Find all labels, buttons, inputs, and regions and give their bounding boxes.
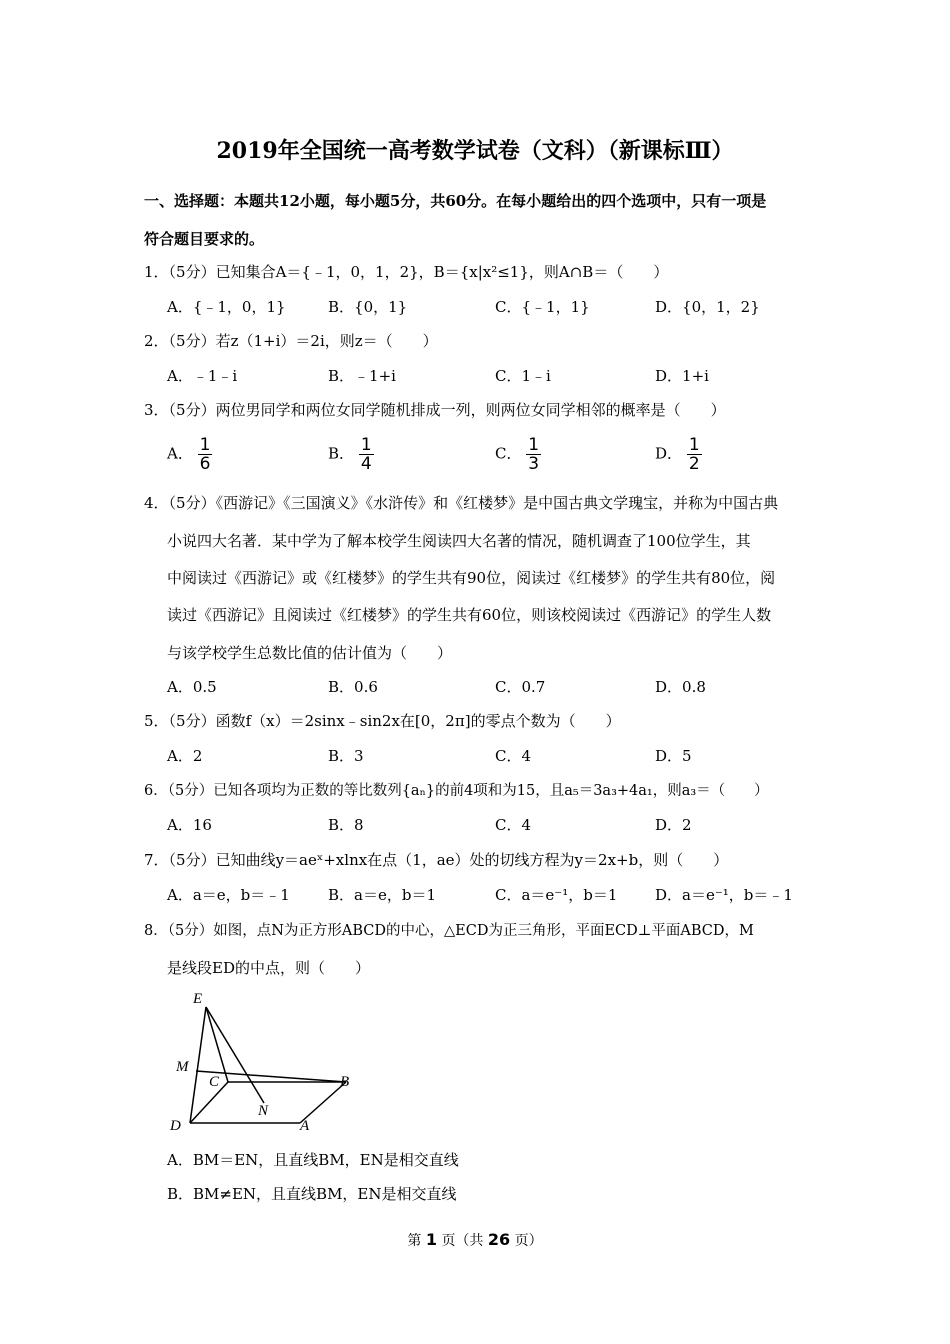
question-5-option-b: B．3	[328, 747, 364, 765]
section-instructions-line1: 一、选择题：本题共12小题，每小题5分，共60分。在每小题给出的四个选项中，只有一项是	[144, 192, 767, 210]
question-6-option-c: C．4	[495, 816, 532, 834]
page-footer: 第 1 页（共 26 页）	[407, 1230, 543, 1249]
question-2-option-b: B．﹣1+i	[328, 367, 396, 385]
question-7-option-d: D．a＝e⁻¹，b＝﹣1	[655, 886, 793, 904]
question-4-stem-line1: 4．（5分）《西游记》《三国演义》《水浒传》和《红楼梦》是中国古典文学瑰宝，并称为中国古典	[144, 494, 779, 512]
question-8-stem-line1: 8．（5分）如图，点N为正方形ABCD的中心，△ECD为正三角形，平面ECD⊥平面ABCD，M	[144, 923, 754, 939]
option-letter: B．	[328, 444, 355, 463]
question-6-stem: 6．（5分）已知各项均为正数的等比数列{aₙ}的前4项和为15，且a₅＝3a₃+4a₁，则a₃＝（ ）	[144, 783, 769, 799]
label-E: E	[193, 991, 203, 1007]
question-5-option-d: D．5	[655, 747, 692, 765]
geometry-figure	[160, 985, 370, 1135]
question-7-option-a: A．a＝e，b＝﹣1	[167, 886, 290, 904]
question-7-option-c: C．a＝e⁻¹，b＝1	[495, 886, 618, 904]
question-2-stem: 2．（5分）若z（1+i）＝2i，则z＝（ ）	[144, 332, 438, 350]
question-3-stem: 3．（5分）两位男同学和两位女同学随机排成一列，则两位女同学相邻的概率是（ ）	[144, 401, 726, 419]
question-3-option-b	[328, 436, 374, 473]
option-letter: D．	[655, 444, 683, 463]
question-7-option-b: B．a＝e，b＝1	[328, 886, 436, 904]
question-4-stem-line5: 与该学校学生总数比值的估计值为（ ）	[167, 644, 453, 662]
question-4-option-b: B．0.6	[328, 678, 378, 696]
question-6-option-b: B．8	[328, 816, 364, 834]
label-M: M	[176, 1059, 189, 1075]
question-8-stem-line2: 是线段ED的中点，则（ ）	[167, 959, 370, 977]
label-D: D	[170, 1118, 181, 1134]
question-6-option-d: D．2	[655, 816, 692, 834]
edge-ED	[190, 1007, 206, 1123]
total-pages: 26	[487, 1230, 511, 1249]
label-C: C	[209, 1074, 220, 1090]
question-6-option-a: A．16	[167, 816, 212, 834]
label-A: A	[300, 1118, 310, 1134]
question-8-option-a: A．BM＝EN，且直线BM，EN是相交直线	[167, 1151, 459, 1169]
question-4-option-d: D．0.8	[655, 678, 706, 696]
label-B: B	[340, 1074, 350, 1090]
fraction: $\frac{1}{4}$	[360, 435, 372, 474]
edge-EC	[206, 1007, 228, 1082]
current-page-number: 1	[425, 1230, 437, 1249]
question-4-option-c: C．0.7	[495, 678, 546, 696]
question-4-stem-line4: 读过《西游记》且阅读过《红楼梦》的学生共有60位，则该校阅读过《西游记》的学生人数	[167, 606, 772, 624]
question-1-option-d: D．{0，1，2}	[655, 298, 760, 316]
question-1-stem: 1．（5分）已知集合A＝{﹣1，0，1，2}，B＝{x|x²≤1}，则A∩B＝（ ）	[144, 263, 669, 281]
question-2-option-c: C．1﹣i	[495, 367, 551, 385]
question-2-option-d: D．1+i	[655, 367, 709, 385]
question-5-stem: 5．（5分）函数f（x）＝2sinx﹣sin2x在[0，2π]的零点个数为（ ）	[144, 712, 621, 730]
question-5-option-c: C．4	[495, 747, 532, 765]
question-8-option-b: B．BM≠EN，且直线BM，EN是相交直线	[167, 1185, 457, 1203]
question-3-option-a	[167, 436, 212, 473]
option-letter: C．	[495, 444, 522, 463]
question-5-option-a: A．2	[167, 747, 203, 765]
option-letter: A．	[167, 444, 193, 463]
question-3-option-d	[655, 436, 702, 473]
fraction: $\frac{1}{2}$	[688, 435, 700, 474]
question-1-option-c: C．{﹣1，1}	[495, 298, 590, 316]
question-4-option-a: A．0.5	[167, 678, 217, 696]
fraction: $\frac{1}{3}$	[528, 435, 540, 474]
question-7-stem: 7．（5分）已知曲线y＝aeˣ+xlnx在点（1，ae）处的切线方程为y＝2x+b，则（ ）	[144, 851, 729, 869]
page-title: 2019年全国统一高考数学试卷（文科）（新课标Ⅲ）	[216, 138, 734, 164]
label-N: N	[258, 1103, 269, 1119]
question-4-stem-line2: 小说四大名著．某中学为了解本校学生阅读四大名著的情况，随机调查了100位学生，其	[167, 532, 751, 550]
question-3-option-c	[495, 436, 541, 473]
question-1-option-a: A．{﹣1，0，1}	[167, 298, 286, 316]
question-2-option-a: A．﹣1﹣i	[167, 367, 238, 385]
fraction: $\frac{1}{6}$	[199, 435, 211, 474]
section-instructions-line2: 符合题目要求的。	[144, 230, 265, 248]
question-1-option-b: B．{0，1}	[328, 298, 408, 316]
question-4-stem-line3: 中阅读过《西游记》或《红楼梦》的学生共有90位，阅读过《红楼梦》的学生共有80位，阅	[167, 569, 776, 587]
